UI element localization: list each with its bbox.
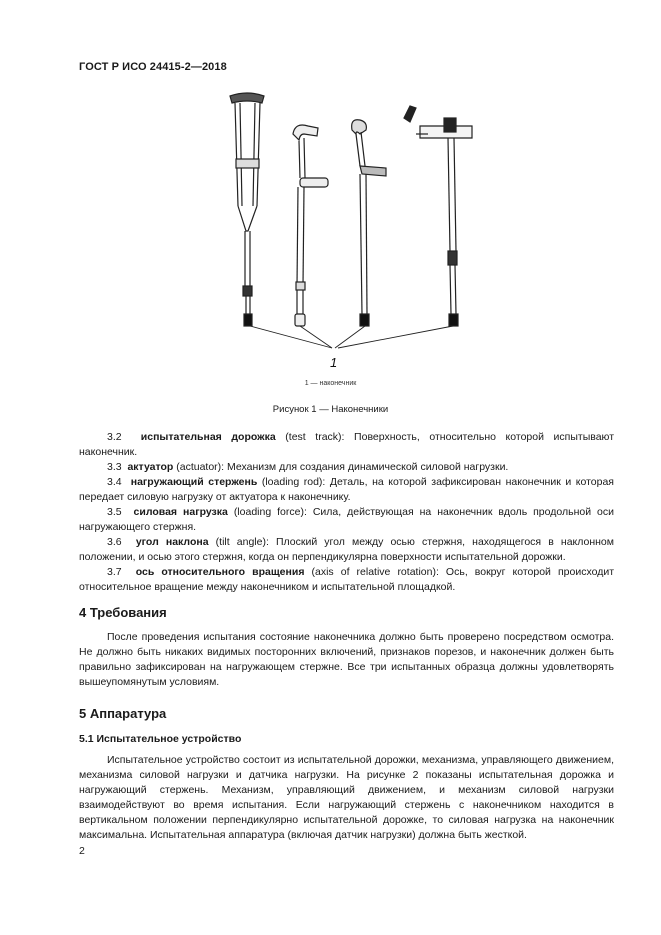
leader-lines [250,326,453,348]
term-3-4: 3.4 нагружающий стержень (loading rod): Деталь, на которой зафиксирован наконечник и которая передает силовую нагрузку от актуатора к наконечнику. [79,476,614,503]
section-4-body [79,630,614,690]
crutches-figure [200,86,490,376]
figure-legend: 1 — наконечник [304,380,357,387]
forearm-crutch-2 [352,120,386,326]
term-3-3: 3.3 актуатор (actuator): Механизм для создания динамической силовой нагрузки. [107,461,509,473]
callout-number: 1 [330,355,338,370]
term-3-7: 3.7 ось относительного вращения (axis of relative rotation): Ось, вокруг которой происходит относительное вращение между наконечником и испытательной площадкой. [79,566,615,593]
section-5-body [79,753,614,843]
section-5-title: 5 Аппаратура [79,706,167,721]
crutches-illustration [200,86,490,376]
terms-block [79,430,614,595]
term-3-5: 3.5 силовая нагрузка (loading force): Сила, действующая на наконечник вдоль продольной оси нагружающего стержня. [79,506,614,533]
figure-caption: Рисунок 1 — Наконечники [272,404,389,415]
section-5-paragraph: Испытательное устройство состоит из испытательной дорожки, механизма, управляющего движением, механизма силовой нагрузки и датчика нагрузки. На рисунке 2 показаны испытательная дорожка и нагружающий стержень. Механизм, управляющий движением, и механизм силовой нагрузки взаимодействуют во время испытания. Если нагружающий стержень с наконечником находится в вертикальном положении перпендикулярно испытательной дорожке, то силовая нагрузка на наконечник максимальна. Испытательная аппаратура (включая датчик нагрузки) должна быть жесткой. [79,754,614,841]
subsection-5-1-title: 5.1 Испытательное устройство [79,733,242,745]
term-3-6: 3.6 угол наклона (tilt angle): Плоский угол между осью стержня, находящегося в наклонном положении, и осью этого стержня, когда он перпендикулярна поверхности испытательной дорожки. [79,536,614,563]
forearm-crutch-1 [293,125,328,326]
underarm-crutch [230,93,264,326]
term-3-2: 3.2 испытательная дорожка (test track): Поверхность, относительно которой испытывают наконечник. [79,431,614,458]
page-number: 2 [79,845,85,857]
section-4-title: 4 Требования [79,605,167,620]
platform-crutch [404,106,472,326]
section-4-paragraph: После проведения испытания состояние наконечника должно быть проверено посредством осмотра. Не должно быть никаких видимых посторонних включений, признаков порезов, и наконечник должен быть правильно зафиксирован на нагружающем стержне. Все три испытанных образца должны удовлетворять вышеупомянутым условиям. [79,631,614,688]
standard-header: ГОСТ Р ИСО 24415-2—2018 [79,61,227,73]
